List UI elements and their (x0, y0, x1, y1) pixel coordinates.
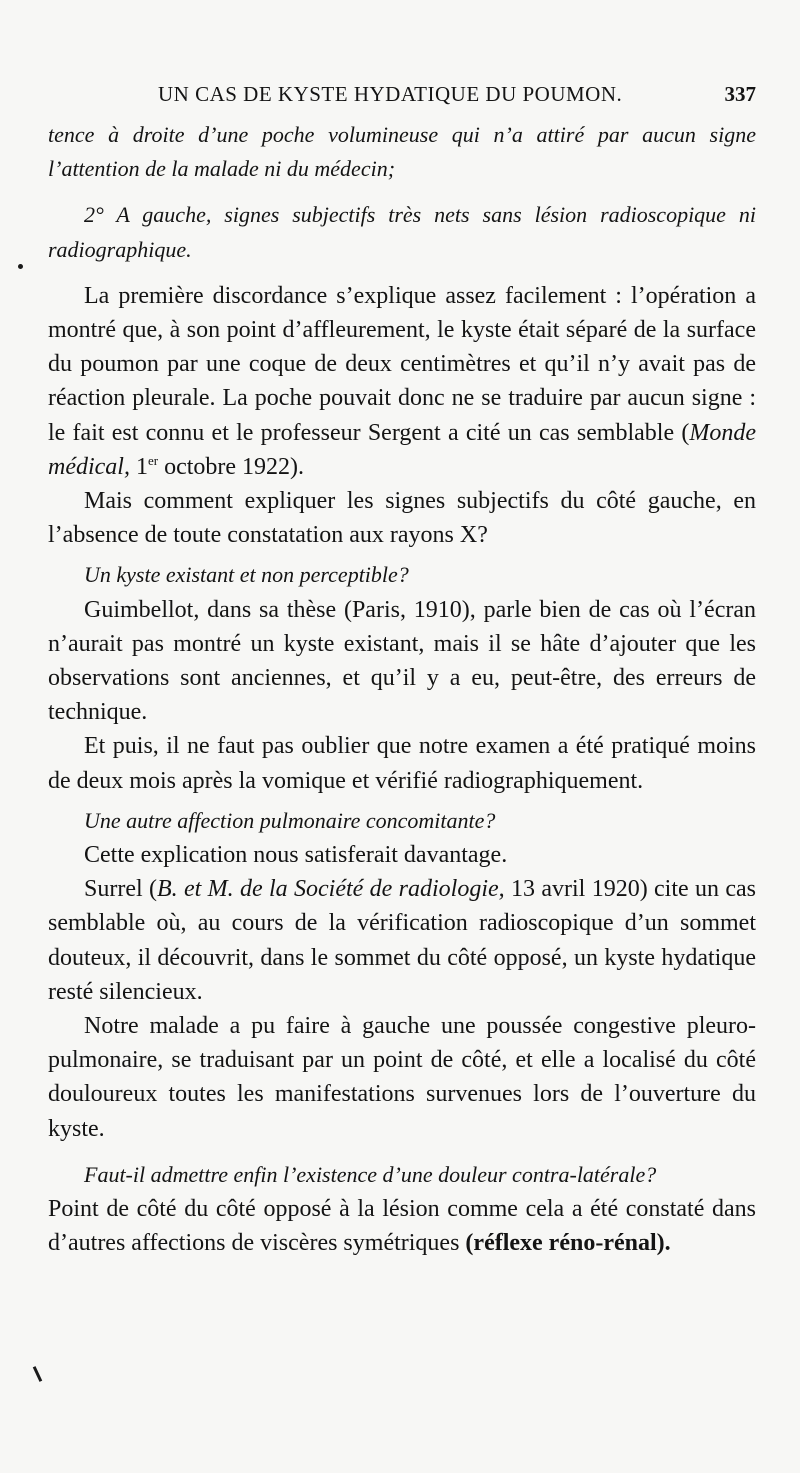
running-title: UN CAS DE KYSTE HYDATIQUE DU POUMON. (158, 82, 623, 106)
date-day: 1 (135, 453, 148, 480)
paragraph-question: Mais comment expliquer les signes subjectifs du côté gauche, en l’absence de toute constatation aux rayons X? (48, 488, 756, 549)
paragraph-text: Surrel ( (84, 876, 157, 903)
page-text (48, 82, 756, 1261)
ink-speck (18, 264, 23, 269)
page-number: 337 (724, 82, 756, 106)
paragraph-first-discordance (48, 279, 756, 484)
page-header (48, 82, 756, 112)
paragraph-text: Point de côté du côté opposé à la lésion comme cela a été constaté dans d’autres affections de viscères symétriques (48, 1196, 756, 1257)
paragraph-text: 13 avril 1920) cite un cas semblable où, au cours de la vérification radioscopique d’un sommet douteux, il découvrit, dans le sommet du côté opposé, un kyste hydatique resté silencieux. (48, 876, 757, 1005)
date-superscript: er (147, 452, 159, 468)
paragraph-point-2: 2° A gauche, signes subjectifs très nets sans lésion radioscopique ni radiographique. (48, 202, 756, 262)
paragraph-text: La première discordance s’explique assez facilement : l’opération a montré que, à son point d’affleurement, le kyste était séparé de la surface du poumon par une coque de deux centimètres et qu’il n’y avait pas de réaction pleurale. La poche pouvait donc ne se traduire par aucun signe : le fait est connu et le professeur Sergent a cité un cas semblable ( (48, 282, 756, 446)
paragraph-examen: Et puis, il ne faut pas oublier que notre examen a été pratiqué moins de deux mois après la vomique et vérifié radiographiquement. (48, 733, 756, 794)
reflex-term: (réflexe réno-rénal). (465, 1230, 671, 1257)
paragraph-guimbellot: Guimbellot, dans sa thèse (Paris, 1910), parle bien de cas où l’écran n’aurait pas montré un kyste existant, mais il se hâte d’ajouter que les observations sont anciennes, et qu’il y a eu, peut-être, des erreurs de technique. (48, 596, 756, 726)
date-rest: octobre 1922). (164, 453, 305, 480)
journal-reference: Monde médical, (48, 419, 756, 480)
journal-reference: B. et M. de la Société de radiologie, (157, 876, 505, 903)
paragraph-notre-malade: Notre malade a pu faire à gauche une poussée congestive pleuro-pulmonaire, se traduisant par un point de côté, et elle a localisé du côté douloureux toutes les manifestations survenues lors de l’ouverture du kyste. (48, 1013, 756, 1142)
paragraph-point-de-cote (48, 1192, 756, 1260)
section-heading-kyste: Un kyste existant et non perceptible? (84, 562, 409, 588)
paragraph-surrel (48, 872, 756, 1009)
paragraph-explication: Cette explication nous satisferait davantage. (84, 842, 508, 869)
paragraph-continuation: tence à droite d’une poche volumineuse qui n’a attiré par aucun signe l’attention de la malade ni du médecin; (48, 122, 756, 182)
ink-mark (33, 1366, 42, 1382)
section-heading-douleur: Faut-il admettre enfin l’existence d’une douleur contra-latérale? (84, 1161, 657, 1187)
section-heading-affection: Une autre affection pulmonaire concomitante? (84, 807, 496, 833)
